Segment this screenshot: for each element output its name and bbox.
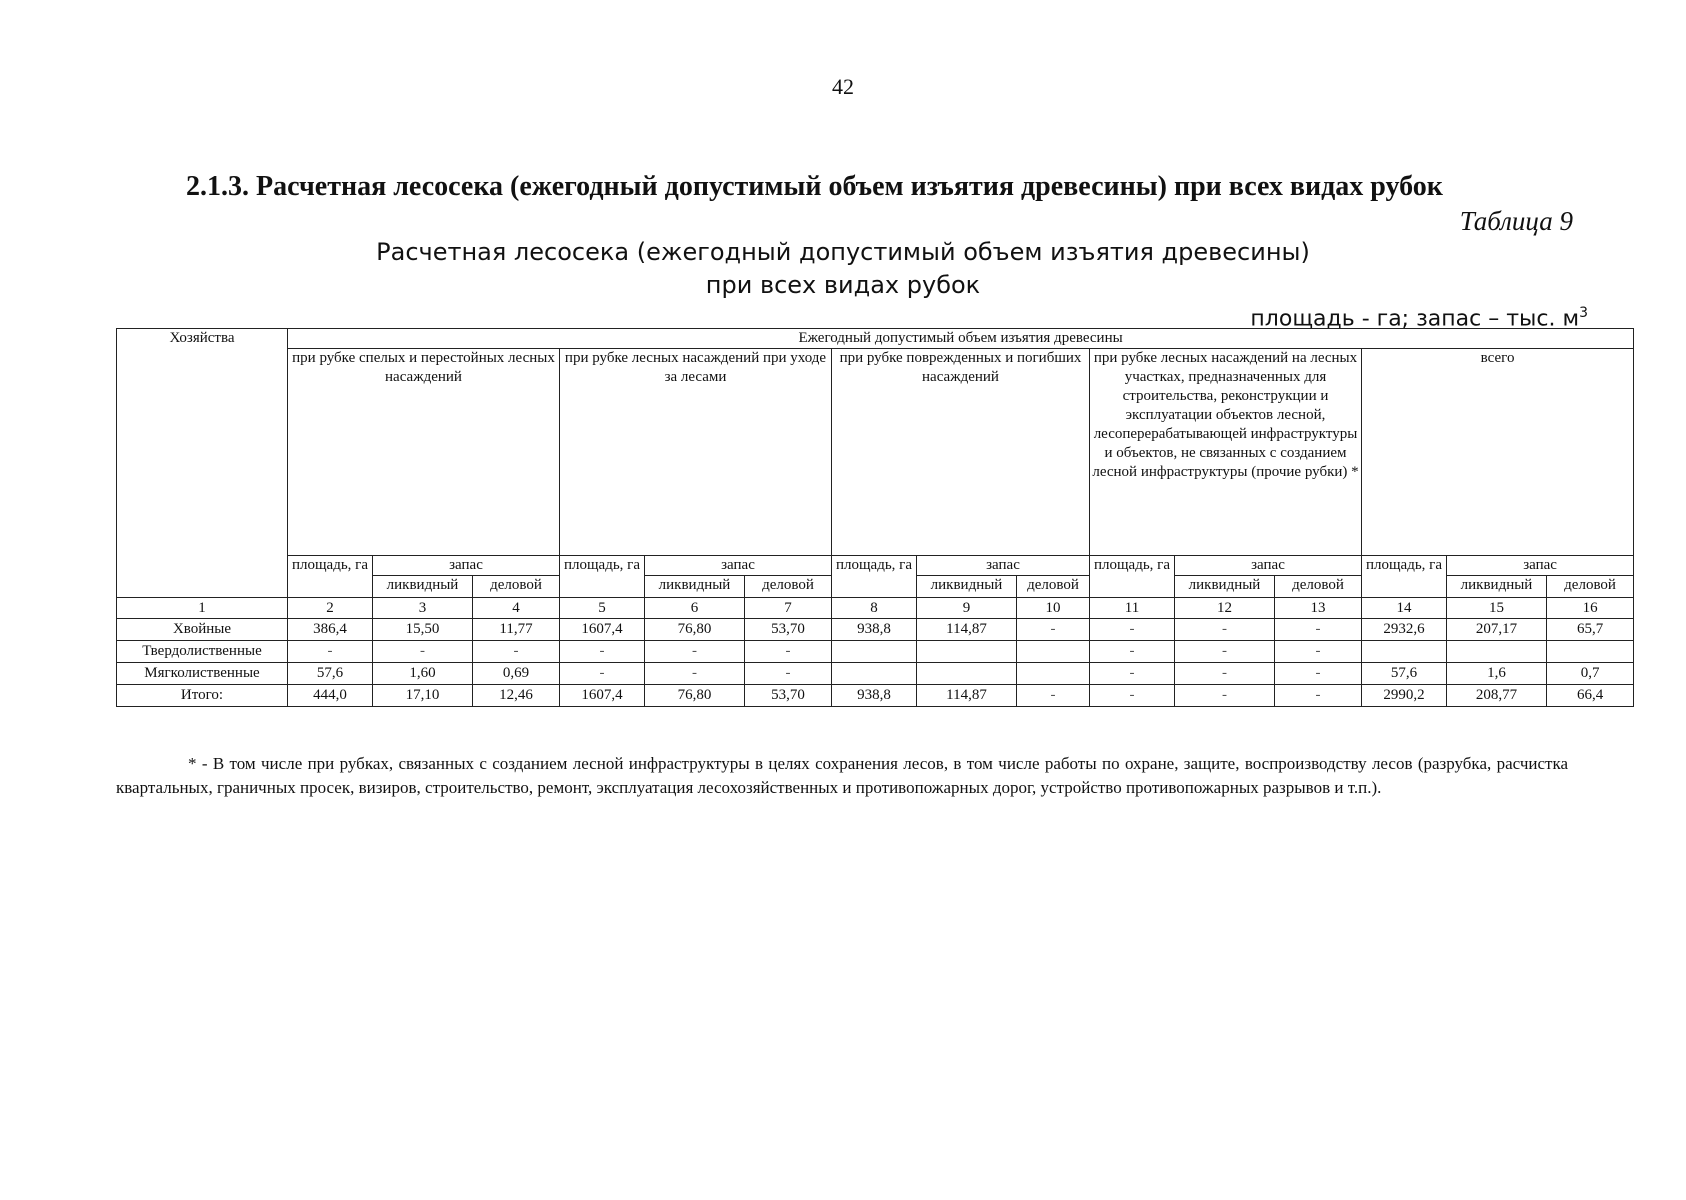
table-cell: 1,60 — [373, 663, 473, 685]
table-cell: - — [1175, 663, 1275, 685]
table-cell: - — [1090, 663, 1175, 685]
table-cell: - — [560, 641, 645, 663]
column-number: 9 — [917, 598, 1017, 619]
table-cell: 57,6 — [1362, 663, 1447, 685]
table-title-line2: при всех видах рубок — [705, 271, 981, 299]
header-group-total: всего — [1362, 349, 1634, 556]
felling-table — [116, 328, 1634, 707]
table-cell: - — [1275, 685, 1362, 707]
table-cell: 15,50 — [373, 619, 473, 641]
table-cell — [1017, 663, 1090, 685]
table-cell: 444,0 — [288, 685, 373, 707]
header-group-other: при рубке лесных насаждений на лесных участках, предназначенных для строительства, реконструкции и эксплуатации объектов лесной, лесоперерабатывающей инфраструктуры и объектов, не связанных с созданием лесной инфраструктуры (прочие рубки) * — [1090, 349, 1362, 556]
table-cell: 2932,6 — [1362, 619, 1447, 641]
column-number: 2 — [288, 598, 373, 619]
table-cell: - — [745, 663, 832, 685]
table-cell — [832, 641, 917, 663]
table-cell: - — [1090, 619, 1175, 641]
row-label: Твердолиственные — [117, 641, 288, 663]
table-cell: 1607,4 — [560, 619, 645, 641]
table-cell — [917, 641, 1017, 663]
column-number: 10 — [1017, 598, 1090, 619]
table-cell: - — [745, 641, 832, 663]
header-business: деловой — [745, 576, 832, 598]
section-heading: 2.1.3. Расчетная лесосека (ежегодный допустимый объем изъятия древесины) при всех видах рубок — [186, 171, 1443, 202]
row-label: Хвойные — [117, 619, 288, 641]
header-annual-volume: Ежегодный допустимый объем изъятия древесины — [288, 329, 1634, 349]
table-cell: 114,87 — [917, 619, 1017, 641]
table-cell: 12,46 — [473, 685, 560, 707]
table-cell: 938,8 — [832, 619, 917, 641]
column-number: 8 — [832, 598, 917, 619]
table-cell — [1547, 641, 1634, 663]
header-group-damaged: при рубке поврежденных и погибших насаждений — [832, 349, 1090, 556]
table-cell: - — [1090, 641, 1175, 663]
page-number: 42 — [832, 74, 854, 99]
table-cell: - — [473, 641, 560, 663]
column-number: 12 — [1175, 598, 1275, 619]
header-stock: запас — [373, 556, 560, 576]
table-cell: 65,7 — [1547, 619, 1634, 641]
table-cell — [1362, 641, 1447, 663]
row-label: Итого: — [117, 685, 288, 707]
header-area: площадь, га — [288, 556, 373, 598]
column-number: 5 — [560, 598, 645, 619]
table-cell: 1,6 — [1447, 663, 1547, 685]
column-number: 11 — [1090, 598, 1175, 619]
header-area: площадь, га — [1362, 556, 1447, 598]
table-cell — [1447, 641, 1547, 663]
table-cell: - — [645, 663, 745, 685]
header-business: деловой — [1017, 576, 1090, 598]
table-cell: - — [560, 663, 645, 685]
header-liquid: ликвидный — [373, 576, 473, 598]
table-cell: - — [645, 641, 745, 663]
column-number-row — [117, 598, 1634, 619]
header-stock: запас — [645, 556, 832, 576]
header-liquid: ликвидный — [1175, 576, 1275, 598]
table-cell: 0,69 — [473, 663, 560, 685]
table-cell: 53,70 — [745, 685, 832, 707]
column-number: 3 — [373, 598, 473, 619]
column-number: 16 — [1547, 598, 1634, 619]
header-business: деловой — [1547, 576, 1634, 598]
column-number: 15 — [1447, 598, 1547, 619]
table-cell: 1607,4 — [560, 685, 645, 707]
table-cell — [1017, 641, 1090, 663]
header-area: площадь, га — [560, 556, 645, 598]
table-cell: 0,7 — [1547, 663, 1634, 685]
table-cell: 938,8 — [832, 685, 917, 707]
column-number: 1 — [117, 598, 288, 619]
table-cell: - — [1275, 641, 1362, 663]
table-cell: 208,77 — [1447, 685, 1547, 707]
header-stock: запас — [1447, 556, 1634, 576]
table-cell: 53,70 — [745, 619, 832, 641]
units-text: площадь - га; запас – тыс. м — [1250, 306, 1580, 332]
table-cell: 66,4 — [1547, 685, 1634, 707]
table-cell: 114,87 — [917, 685, 1017, 707]
footnote: * - В том числе при рубках, связанных с созданием лесной инфраструктуры в целях сохранения лесов, в том числе работы по охране, защите, воспроизводству лесов (разрубка, расчистка квартальных, граничных просек, визиров, строительство, ремонт, эксплуатация лесохозяйственных и противопожарных дорог, устройство противопожарных разрывов и т.п.). — [116, 754, 1568, 797]
table-cell: 57,6 — [288, 663, 373, 685]
column-number: 13 — [1275, 598, 1362, 619]
table-cell: - — [1175, 619, 1275, 641]
row-label: Мягколиственные — [117, 663, 288, 685]
table-row-softwood — [117, 663, 1634, 685]
table-cell: 17,10 — [373, 685, 473, 707]
table-label: Таблица 9 — [1459, 206, 1573, 236]
table-title — [0, 236, 1686, 302]
units-superscript: 3 — [1579, 305, 1588, 321]
table-cell: - — [373, 641, 473, 663]
table-row-coniferous — [117, 619, 1634, 641]
table-cell: - — [1175, 641, 1275, 663]
header-stock: запас — [917, 556, 1090, 576]
header-group-mature: при рубке спелых и перестойных лесных насаждений — [288, 349, 560, 556]
table-cell: 76,80 — [645, 685, 745, 707]
table-row-total — [117, 685, 1634, 707]
table-cell: 207,17 — [1447, 619, 1547, 641]
table-row-hardwood — [117, 641, 1634, 663]
table-cell: 11,77 — [473, 619, 560, 641]
header-farm: Хозяйства — [117, 329, 288, 598]
table-cell: - — [1175, 685, 1275, 707]
table-title-line1: Расчетная лесосека (ежегодный допустимый объем изъятия древесины) — [376, 238, 1310, 266]
header-liquid: ликвидный — [645, 576, 745, 598]
column-number: 6 — [645, 598, 745, 619]
table-cell: 2990,2 — [1362, 685, 1447, 707]
table-cell — [917, 663, 1017, 685]
header-area: площадь, га — [832, 556, 917, 598]
table-cell: - — [1275, 619, 1362, 641]
table-cell: - — [1090, 685, 1175, 707]
header-stock: запас — [1175, 556, 1362, 576]
table-cell: - — [1017, 619, 1090, 641]
header-liquid: ликвидный — [917, 576, 1017, 598]
column-number: 14 — [1362, 598, 1447, 619]
table-cell: - — [288, 641, 373, 663]
header-group-care: при рубке лесных насаждений при уходе за лесами — [560, 349, 832, 556]
header-business: деловой — [473, 576, 560, 598]
header-area: площадь, га — [1090, 556, 1175, 598]
table-cell: - — [1017, 685, 1090, 707]
column-number: 7 — [745, 598, 832, 619]
table-cell: 386,4 — [288, 619, 373, 641]
table-cell — [832, 663, 917, 685]
table-cell: 76,80 — [645, 619, 745, 641]
table-cell: - — [1275, 663, 1362, 685]
header-business: деловой — [1275, 576, 1362, 598]
column-number: 4 — [473, 598, 560, 619]
header-liquid: ликвидный — [1447, 576, 1547, 598]
